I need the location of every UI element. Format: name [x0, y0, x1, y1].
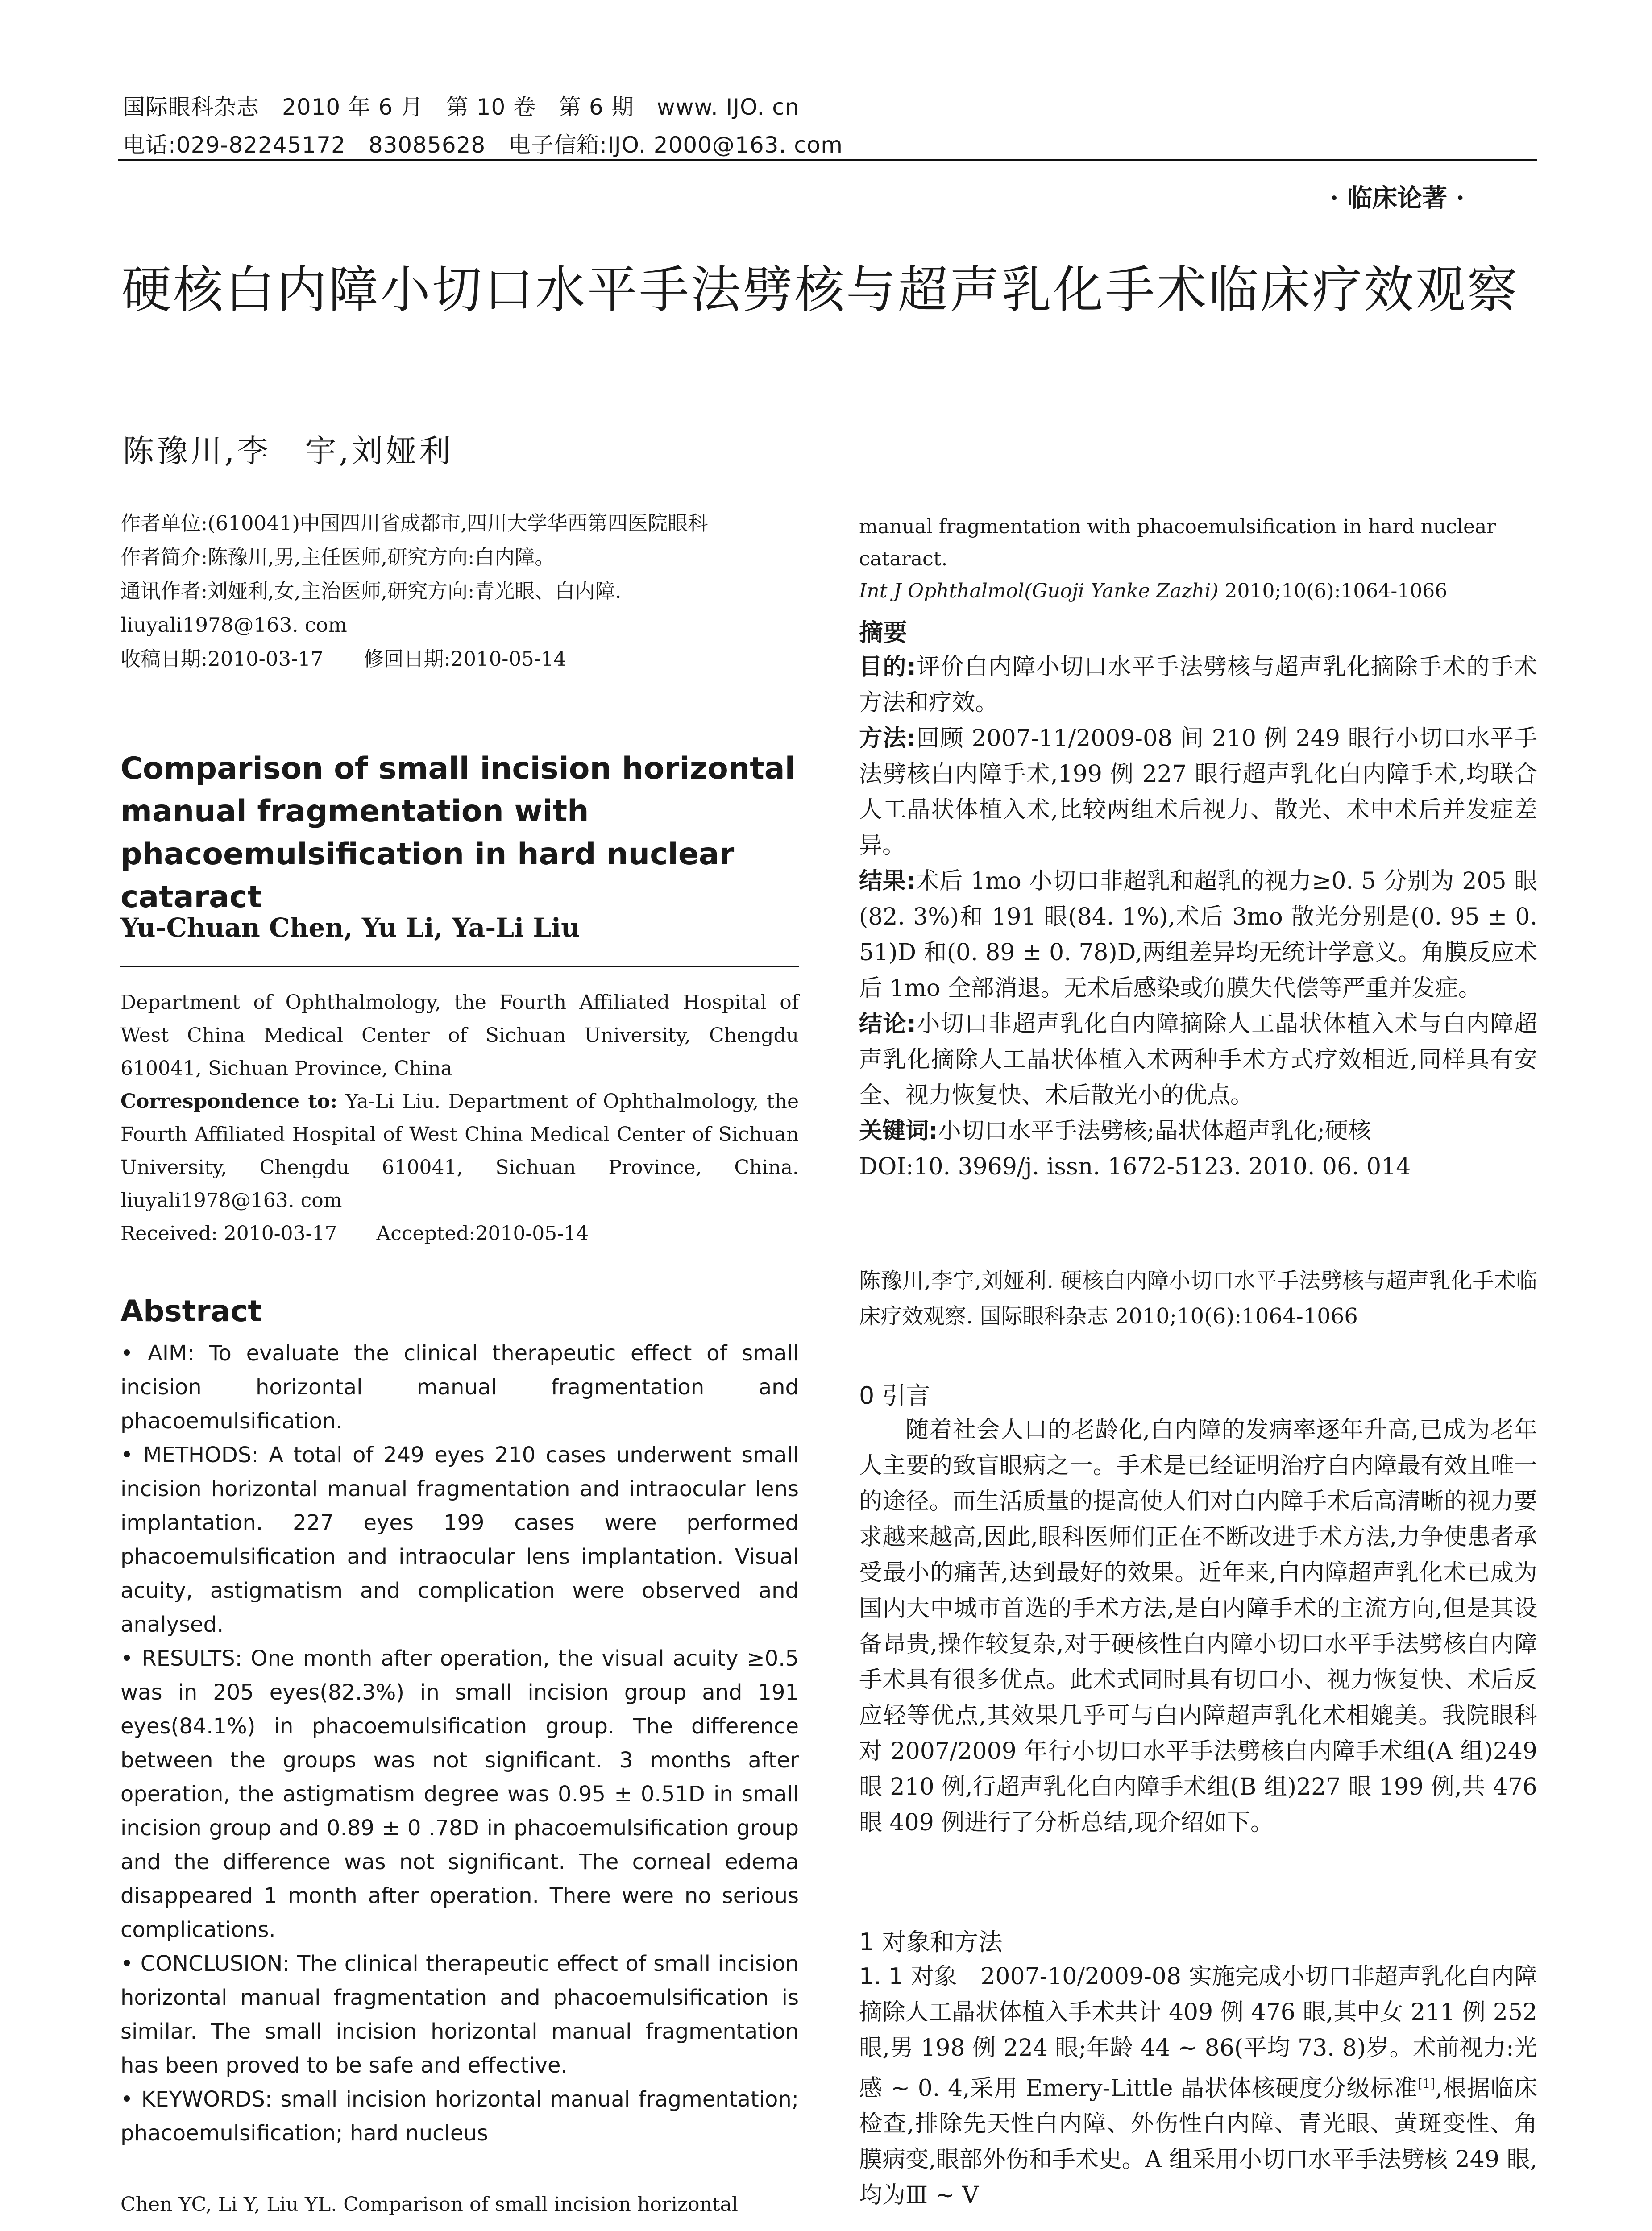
meta-cn-correspondence: 通讯作者:刘娅利,女,主治医师,研究方向:青光眼、白内障. liuyali1978@163. com [120, 579, 622, 637]
citation-en-start: Chen YC, Li Y, Liu YL. Comparison of small incision horizontal [120, 2193, 738, 2216]
abstract-methods: • METHODS: A total of 249 eyes 210 cases underwent small incision horizontal manual fragmentation and intraocular lens implantation. 227 eyes 199 cases were performed phacoemulsification and intraocular lens implantation. Visual acuity, astigmatism and complication were observed and analysed. [120, 1443, 799, 1637]
meta-cn-affiliation: 作者单位:(610041)中国四川省成都市,四川大学华西第四医院眼科 [120, 511, 708, 535]
abstract-cn [859, 649, 1537, 1185]
doi: DOI:10. 3969/j. issn. 1672-5123. 2010. 06. 014 [859, 1153, 1411, 1180]
abstract-cn-methods: 方法:回顾 2007-11/2009-08 间 210 例 249 眼行小切口水平手法劈核白内障手术,199 例 227 眼行超声乳化白内障手术,均联合人工晶状体植入术,比较两组术后视力、散光、术中术后并发症差异。 [859, 725, 1537, 859]
meta-cn-bio: 作者简介:陈豫川,男,主任医师,研究方向:白内障。 [120, 545, 555, 569]
meta-cn-dates: 收稿日期:2010-03-17 修回日期:2010-05-14 [120, 647, 567, 671]
abstract-keywords: • KEYWORDS: small incision horizontal manual fragmentation; phacoemulsification; hard nucleus [120, 2087, 799, 2146]
correspondence-text: Ya-Li Liu. Department of Ophthalmology, the Fourth Affiliated Hospital of West China Medical Center of Sichuan University, Chengdu 610041, Sichuan Province, China. liuyali1978@163. com [120, 1090, 799, 1212]
abstract-cn-conclusion: 结论:小切口非超声乳化白内障摘除人工晶状体植入术与白内障超声乳化摘除人工晶状体植入术两种手术方式疗效相近,同样具有安全、视力恢复快、术后散光小的优点。 [859, 1011, 1537, 1109]
abstract-conclusion: • CONCLUSION: The clinical therapeutic effect of small incision horizontal manual fragmentation and phacoemulsification is similar. The small incision horizontal manual fragmentation has been proved to be safe and effective. [120, 1951, 799, 2078]
section11-text: 1. 1 对象 2007-10/2009-08 实施完成小切口非超声乳化白内障摘除人工晶状体植入手术共计 409 例 476 眼,其中女 211 例 252 眼,男 198 例 224 眼;年龄 44 ~ 86(平均 73. 8)岁。术前视力:光感 ~ 0. 4,采用 Emery-Little 晶状体核硬度分级标准[1],根据临床检查,排除先天性白内障、外伤性白内障、青光眼、黄斑变性、角膜病变,眼部外伤和手术史。A 组采用小切口水平手法劈核 249 眼,均为Ⅲ ~ Ⅴ [859, 1963, 1537, 2209]
meta-cn-block [120, 506, 799, 676]
journal-contact-line: 电话:029-82245172 83085628 电子信箱:IJO. 2000@163. com [123, 132, 843, 158]
affiliation-en: Department of Ophthalmology, the Fourth Affiliated Hospital of West China Medical Center of Sichuan University, Chengdu 610041, Sichuan Province, China [120, 991, 799, 1080]
section1-heading: 1 对象和方法 [859, 1928, 1003, 1956]
intro-text: 随着社会人口的老龄化,白内障的发病率逐年升高,已成为老年人主要的致盲眼病之一。手术是已经证明治疗白内障最有效且唯一的途径。而生活质量的提高使人们对白内障手术后高清晰的视力要求越来越高,因此,眼科医师们正在不断改进手术方法,力争使患者承受最小的痛苦,达到最好的效果。近年来,白内障超声乳化术已成为国内大中城市首选的手术方法,是白内障手术的主流方向,但是其设备昂贵,操作较复杂,对于硬核性白内障小切口水平手法劈核白内障手术具有很多优点。此术式同时具有切口小、视力恢复快、术后反应轻等优点,其效果几乎可与白内障超声乳化术相媲美。我院眼科对 2007/2009 年行小切口水平手法劈核白内障手术组(A 组)249 眼 210 例,行超声乳化白内障手术组(B 组)227 眼 199 例,共 476 眼 409 例进行了分析总结,现介绍如下。 [859, 1417, 1537, 1836]
correspondence-label: Correspondence to: [120, 1090, 338, 1113]
citation-cn: 陈豫川,李宇,刘娅利. 硬核白内障小切口水平手法劈核与超声乳化手术临床疗效观察. 国际眼科杂志 2010;10(6):1064-1066 [859, 1268, 1537, 1329]
intro-heading: 0 引言 [859, 1381, 930, 1410]
authors-en: Yu-Chuan Chen, Yu Li, Ya-Li Liu [120, 912, 580, 943]
abstract-results: • RESULTS: One month after operation, the visual acuity ≥0.5 was in 205 eyes(82.3%) in small incision group and 191 eyes(84.1%) in phacoemulsification group. The difference between the groups was not significant. 3 months after operation, the astigmatism degree was 0.95 ± 0.51D in small incision group and 0.89 ± 0 .78D in phacoemulsification group and the difference was not significant. The corneal edema disappeared 1 month after operation. There were no serious complications. [120, 1646, 799, 1942]
abstract-heading: Abstract [120, 1294, 262, 1328]
title-en: Comparison of small incision horizontal manual fragmentation with phacoemulsification in hard nuclear cataract [120, 751, 795, 915]
title-cn: 硬核白内障小切口水平手法劈核与超声乳化手术临床疗效观察 [121, 261, 1519, 319]
author-rule [120, 966, 799, 967]
header-rule [118, 159, 1537, 161]
abstract-en [120, 1336, 799, 2150]
affiliation-block [120, 986, 799, 1250]
abstract-aim: • AIM: To evaluate the clinical therapeutic effect of small incision horizontal manual fragmentation and phacoemulsification. [120, 1341, 799, 1434]
abstract-cn-heading: 摘要 [859, 618, 907, 647]
abstract-cn-keywords: 关键词:小切口水平手法劈核;晶状体超声乳化;硬核 [859, 1118, 1371, 1145]
section-label: · 临床论著 · [1330, 183, 1465, 213]
authors-cn: 陈豫川,李 宇,刘娅利 [123, 433, 453, 469]
received-en: Received: 2010-03-17 Accepted:2010-05-14 [120, 1222, 589, 1245]
reference-marker[interactable]: [1] [1417, 2076, 1436, 2091]
citation-en-cont: manual fragmentation with phacoemulsification in hard nuclear cataract. Int J Ophthalmol(Guoji Yanke Zazhi) 2010;10(6):1064-1066 [859, 515, 1496, 602]
section11-label: 1. 1 对象 [859, 1963, 958, 1990]
abstract-cn-aim: 目的:评价白内障小切口水平手法劈核与超声乳化摘除手术的手术方法和疗效。 [859, 654, 1537, 716]
abstract-cn-results: 结果:术后 1mo 小切口非超乳和超乳的视力≥0. 5 分别为 205 眼(82. 3%)和 191 眼(84. 1%),术后 3mo 散光分别是(0. 95 ± 0. 51)D 和(0. 89 ± 0. 78)D,两组差异均无统计学意义。角膜反应术后 1mo 全部消退。无术后感染或角膜失代偿等严重并发症。 [859, 868, 1537, 1002]
journal-info-line: 国际眼科杂志 2010 年 6 月 第 10 卷 第 6 期 www. IJO. cn [123, 94, 800, 120]
